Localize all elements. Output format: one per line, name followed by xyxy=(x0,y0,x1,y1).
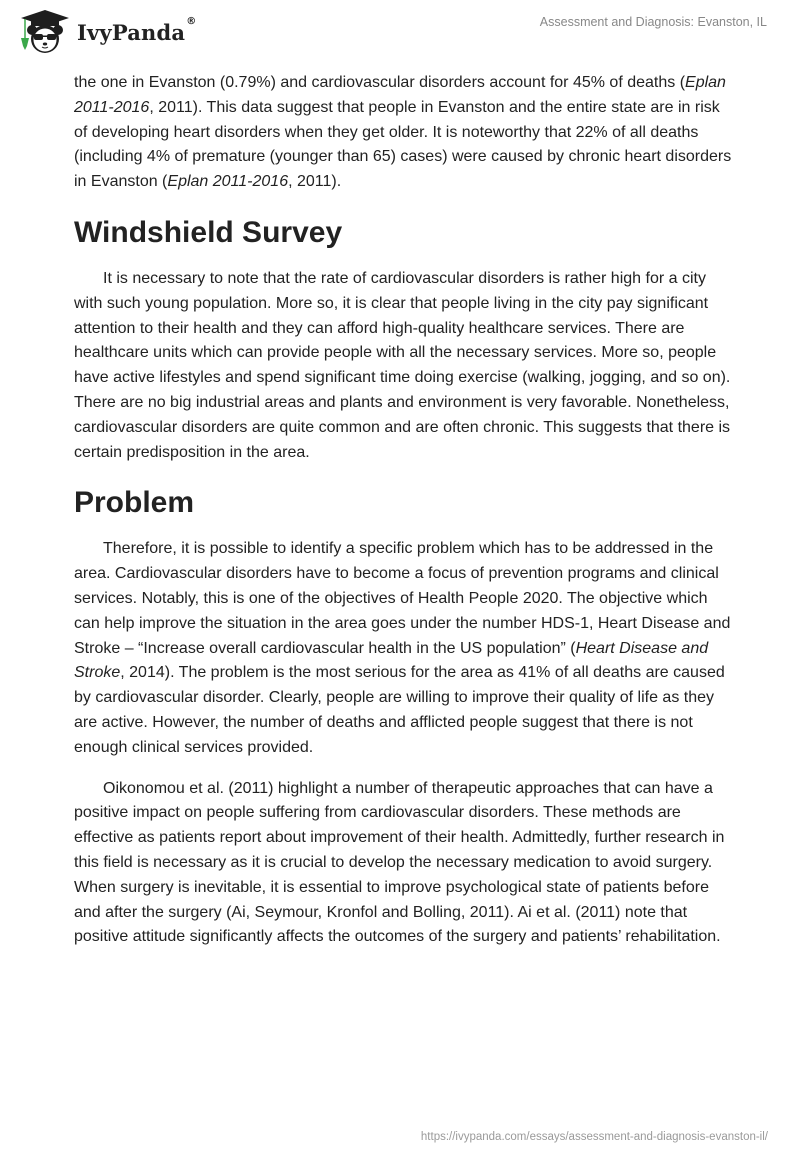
document-title: Assessment and Diagnosis: Evanston, IL xyxy=(539,15,767,29)
citation: Eplan 2011-2016 xyxy=(74,74,726,116)
text-run: the one in Evanston (0.79%) and cardiovascular disorders account for 45% of deaths ( xyxy=(74,74,686,91)
brand-text: IvyPanda xyxy=(77,19,186,45)
citation: Eplan 2011-2016 xyxy=(167,173,289,191)
ivypanda-logo[interactable] xyxy=(17,8,196,56)
text-run: Therefore, it is possible to identify a specific problem which has to be addressed in the area. Cardiovascular disorders have to become a focus of prevention programs and clinical services. Notably, this is one of the objectives of Health People 2020. The objective which can help improve the situation in the area goes under the number HDS-1, Heart Disease and Stroke – “Increase overall cardiovascular health in the US population” ( xyxy=(74,540,731,657)
problem-paragraph-2: Oikonomou et al. (2011) highlight a number of therapeutic approaches that can have a positive impact on people suffering from cardiovascular disorders. These methods are effective as patients report about improvement of their health. Admittedly, further research in this field is necessary as it is crucial to develop the necessary medication to avoid surgery. When surgery is inevitable, it is essential to improve psychological state of patients before and after the surgery (Ai, Seymour, Kronfol and Bolling, 2011). Ai et al. (2011) note that positive attitude significantly affects the outcomes of the surgery and patients’ rehabilitation. xyxy=(74,779,725,946)
source-url[interactable]: https://ivypanda.com/essays/assessment-and-diagnosis-evanston-il/ xyxy=(420,1131,768,1143)
section-heading-windshield-survey: Windshield Survey xyxy=(74,215,343,249)
brand-name xyxy=(77,15,197,45)
section-heading-problem: Problem xyxy=(74,486,195,520)
text-run: , 2011). xyxy=(288,173,342,191)
page-header xyxy=(0,0,800,64)
problem-paragraph-1 xyxy=(74,537,734,760)
registered-mark: ® xyxy=(186,15,197,27)
text-run: , 2014). The problem is the most serious for the area as 41% of all deaths are caused by cardiovascular disorder. Clearly, people are willing to improve their quality of life as they are active. However, the number of deaths and afflicted people suggest that there is not enough clinical services provided. xyxy=(74,664,725,756)
text-run: , 2011). This data suggest that people in Evanston and the entire state are in risk of developing heart disorders when they get older. It is noteworthy that 22% of all deaths (including 4% of premature (younger than 65) cases) were caused by chronic heart disorders in Evanston ( xyxy=(74,98,732,191)
citation: Heart Disease and Stroke xyxy=(74,639,709,682)
panda-graduate-icon xyxy=(17,8,73,56)
windshield-survey-paragraph: It is necessary to note that the rate of cardiovascular disorders is rather high for a city with such young population. More so, it is clear that people living in the city pay significant attention to their health and they can afford high-quality healthcare services. There are healthcare units which can provide people with all the necessary services. More so, people have active lifestyles and spend significant time doing exercise (walking, jogging, and so on). There are no big industrial areas and plants and environment is very favorable. Nonetheless, cardiovascular disorders are quite common and are often chronic. This suggests that there is certain predisposition in the area. xyxy=(74,269,731,461)
intro-paragraph xyxy=(74,71,734,195)
essay-content xyxy=(74,71,734,950)
